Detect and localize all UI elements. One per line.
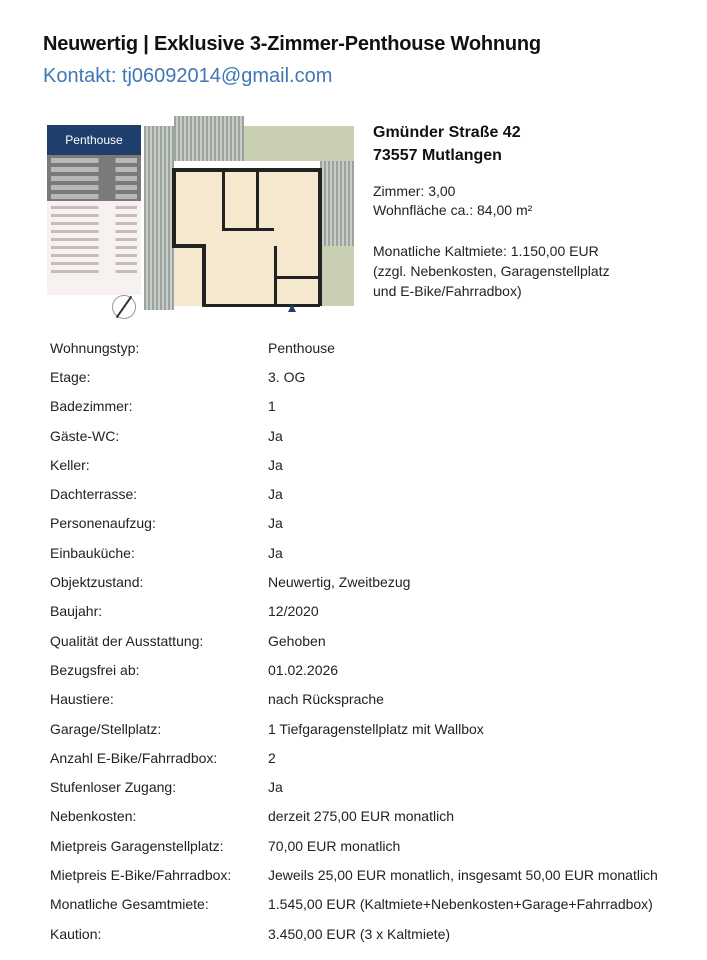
detail-row [50,333,700,362]
detail-value: 01.02.2026 [268,661,339,678]
detail-label: Wohnungstyp: [50,339,140,356]
compass-icon [112,295,136,319]
cold-rent-note-2: und E-Bike/Fahrradbox) [373,283,522,299]
detail-label: Nebenkosten: [50,808,137,825]
details-table [50,333,700,948]
detail-value: Penthouse [268,339,335,356]
floor-plan-drawing [144,116,356,310]
detail-label: Mietpreis Garagenstellplatz: [50,837,224,854]
detail-label: Dachterrasse: [50,486,138,503]
detail-label: Baujahr: [50,603,103,620]
detail-label: Mietpreis E-Bike/Fahrradbox: [50,866,232,883]
detail-value: Ja [268,779,283,796]
legend-summary-block [47,155,141,201]
detail-label: Personenaufzug: [50,515,156,532]
detail-row [50,597,700,626]
detail-value: 1 Tiefgaragenstellplatz mit Wallbox [268,720,484,737]
detail-row [50,479,700,508]
detail-row [50,831,700,860]
address-block [373,121,521,167]
entrance-arrow-icon [288,304,296,312]
detail-label: Keller: [50,456,90,473]
detail-label: Gäste-WC: [50,427,120,444]
detail-value: 70,00 EUR monatlich [268,837,401,854]
detail-row [50,919,700,948]
detail-label: Stufenloser Zugang: [50,779,177,796]
detail-label: Bezugsfrei ab: [50,661,140,678]
detail-row [50,392,700,421]
living-area: Wohnfläche ca.: 84,00 m² [373,202,533,218]
detail-row [50,802,700,831]
detail-label: Garage/Stellplatz: [50,720,162,737]
detail-row [50,567,700,596]
detail-value: Ja [268,427,283,444]
detail-value: 2 [268,749,276,766]
detail-value: 12/2020 [268,603,319,620]
key-facts [373,182,532,220]
detail-value: nach Rücksprache [268,691,384,708]
detail-label: Kaution: [50,925,102,942]
detail-row [50,362,700,391]
floor-plan-legend [47,125,141,295]
detail-row [50,714,700,743]
detail-value: Ja [268,486,283,503]
detail-label: Haustiere: [50,691,114,708]
detail-value: derzeit 275,00 EUR monatlich [268,808,454,825]
detail-row [50,626,700,655]
listing-title: Neuwertig | Exklusive 3-Zimmer-Penthouse Wohnung [43,33,541,55]
cold-rent: Monatliche Kaltmiete: 1.150,00 EUR [373,243,599,259]
detail-value: Gehoben [268,632,326,649]
detail-row [50,421,700,450]
detail-label: Badezimmer: [50,398,133,415]
detail-value: 1.545,00 EUR (Kaltmiete+Nebenkosten+Garage+Fahrradbox) [268,896,653,913]
detail-row [50,450,700,479]
detail-label: Etage: [50,368,91,385]
detail-value: Neuwertig, Zweitbezug [268,574,411,591]
detail-label: Einbauküche: [50,544,135,561]
detail-value: 3.450,00 EUR (3 x Kaltmiete) [268,925,451,942]
detail-value: 3. OG [268,368,306,385]
address-city: 73557 Mutlangen [373,147,502,164]
rooms-count: Zimmer: 3,00 [373,183,456,199]
detail-label: Monatliche Gesamtmiete: [50,896,209,913]
detail-label: Objektzustand: [50,574,144,591]
detail-value: 1 [268,398,276,415]
contact-email[interactable]: Kontakt: tj06092014@gmail.com [43,65,333,87]
detail-row [50,890,700,919]
address-street: Gmünder Straße 42 [373,124,521,141]
detail-row [50,772,700,801]
detail-row [50,509,700,538]
legend-room-list [47,201,141,283]
cold-rent-note-1: (zzgl. Nebenkosten, Garagenstellplatz [373,263,610,279]
detail-label: Anzahl E-Bike/Fahrradbox: [50,749,218,766]
detail-value: Ja [268,544,283,561]
legend-title: Penthouse [47,125,141,155]
detail-value: Jeweils 25,00 EUR monatlich, insgesamt 50,00 EUR monatlich [268,866,658,883]
detail-row [50,743,700,772]
detail-row [50,685,700,714]
detail-value: Ja [268,456,283,473]
floor-plan-image [47,113,360,313]
detail-label: Qualität der Ausstattung: [50,632,204,649]
detail-row [50,655,700,684]
detail-row [50,538,700,567]
cold-rent-block [373,241,610,301]
detail-value: Ja [268,515,283,532]
detail-row [50,860,700,889]
